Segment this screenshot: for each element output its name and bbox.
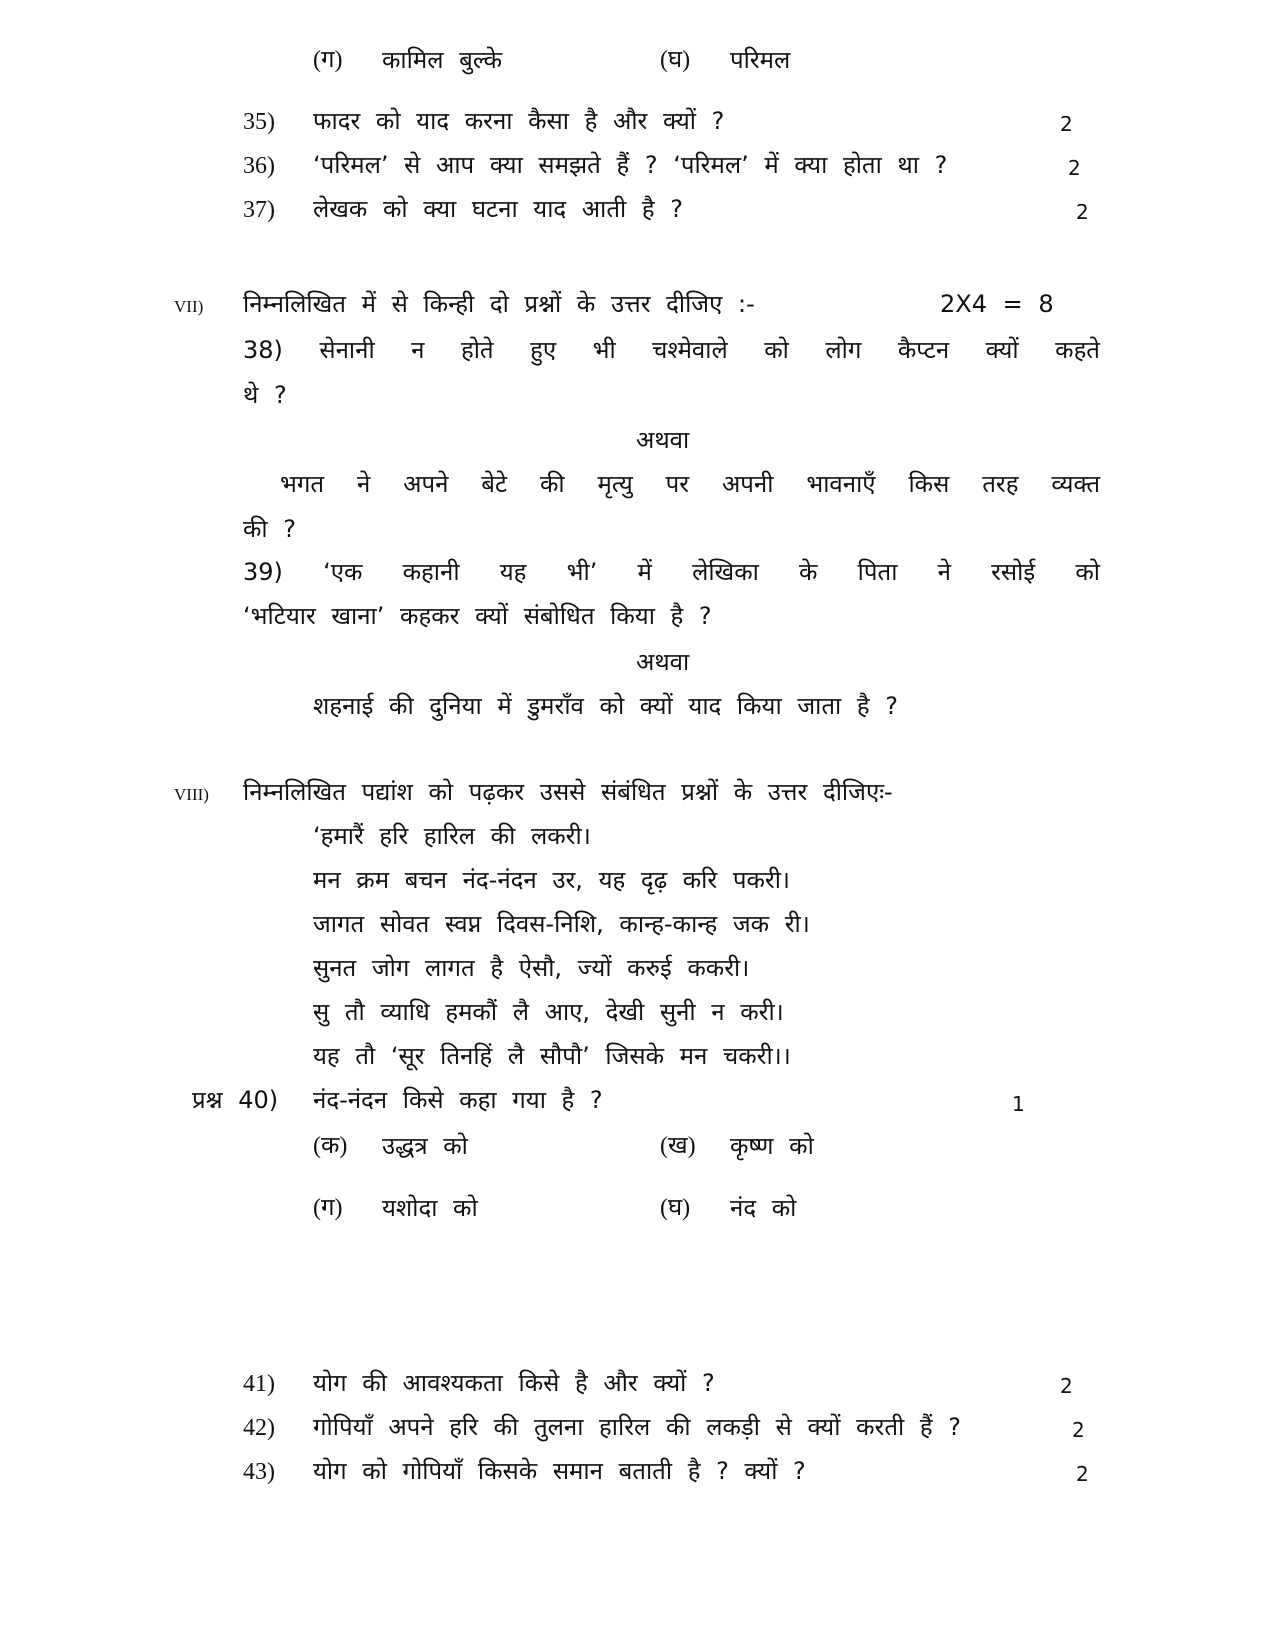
option-kha-text: कृष्ण को — [730, 1132, 814, 1160]
section-roman-numeral: VIII) — [174, 785, 209, 804]
option-kha-label: (ख) — [660, 1133, 696, 1159]
section-marks: 2X4 = 8 — [940, 290, 1054, 318]
or-divider: अथवा — [636, 648, 690, 676]
option-ka-label: (क) — [313, 1133, 348, 1159]
question-text: फादर को याद करना कैसा है और क्यों ? — [313, 107, 725, 135]
option-gha-label: (घ) — [660, 1195, 691, 1221]
question-39-line-2: ‘भटियार खाना’ कहकर क्यों संबोधित किया है ? — [243, 602, 712, 630]
question-marks: 2 — [1060, 112, 1073, 136]
question-38-line-2: थे ? — [243, 381, 287, 409]
option-ga-text: यशोदा को — [382, 1194, 478, 1222]
option-ga-text: कामिल बुल्के — [382, 46, 503, 74]
section-roman-numeral: VII) — [174, 297, 204, 316]
question-text: नंद-नंदन किसे कहा गया है ? — [313, 1086, 603, 1114]
question-number: 37) — [243, 197, 275, 223]
poem-line: सुनत जोग लागत है ऐसौ, ज्यों करुई ककरी। — [313, 954, 750, 982]
question-39-line-1: 39) ‘एक कहानी यह भी’ में लेखिका के पिता ने रसोई को — [243, 558, 1100, 586]
question-marks: 2 — [1072, 1418, 1085, 1442]
question-prefix: प्रश्न 40) — [192, 1086, 279, 1114]
question-marks: 2 — [1076, 200, 1089, 224]
question-text: ‘परिमल’ से आप क्या समझते हैं ? ‘परिमल’ में क्या होता था ? — [313, 151, 948, 179]
option-gha-text: नंद को — [730, 1194, 797, 1222]
question-38-line-1: 38) सेनानी न होते हुए भी चश्मेवाले को लोग कैप्टन क्यों कहते — [243, 336, 1100, 364]
poem-line: यह तौ ‘सूर तिनहिं लै सौपौ’ जिसके मन चकरी।। — [313, 1042, 791, 1070]
question-number: 35) — [243, 109, 275, 135]
question-text: लेखक को क्या घटना याद आती है ? — [313, 195, 683, 223]
question-number: 41) — [243, 1371, 275, 1397]
question-marks: 2 — [1060, 1374, 1073, 1398]
option-ka-text: उद्धत्र को — [382, 1132, 468, 1160]
or-divider: अथवा — [636, 426, 690, 454]
alt-38-line-1: भगत ने अपने बेटे की मृत्यु पर अपनी भावनाएँ किस तरह व्यक्त — [280, 470, 1100, 498]
option-gha-label: (घ) — [660, 47, 691, 73]
option-ga-label: (ग) — [313, 47, 343, 73]
question-number: 36) — [243, 153, 275, 179]
alt-38-line-2: की ? — [243, 515, 297, 543]
poem-line: मन क्रम बचन नंद-नंदन उर, यह दृढ़ करि पकरी। — [313, 866, 791, 894]
option-ga-label: (ग) — [313, 1195, 343, 1221]
question-text: योग की आवश्यकता किसे है और क्यों ? — [313, 1369, 715, 1397]
question-number: 43) — [243, 1459, 275, 1485]
poem-line: जागत सोवत स्वप्न दिवस-निशि, कान्ह-कान्ह जक री। — [313, 910, 810, 938]
question-number: 42) — [243, 1415, 275, 1441]
section-heading: निम्नलिखित पद्यांश को पढ़कर उससे संबंधित प्रश्नों के उत्तर दीजिएः- — [243, 778, 893, 806]
alt-39-text: शहनाई की दुनिया में डुमराँव को क्यों याद किया जाता है ? — [313, 692, 898, 720]
question-text: योग को गोपियाँ किसके समान बताती है ? क्यों ? — [313, 1457, 806, 1485]
question-marks: 2 — [1076, 1462, 1089, 1486]
question-text: गोपियाँ अपने हरि की तुलना हारिल की लकड़ी से क्यों करती हैं ? — [313, 1413, 961, 1441]
question-marks: 2 — [1068, 156, 1081, 180]
section-heading: निम्नलिखित में से किन्ही दो प्रश्नों के उत्तर दीजिए :- — [243, 290, 755, 318]
poem-line: सु तौ व्याधि हमकौं लै आए, देखी सुनी न करी। — [313, 998, 784, 1026]
question-marks: 1 — [1012, 1092, 1025, 1116]
poem-line: ‘हमारैं हरि हारिल की लकरी। — [313, 822, 591, 850]
option-gha-text: परिमल — [730, 46, 791, 74]
